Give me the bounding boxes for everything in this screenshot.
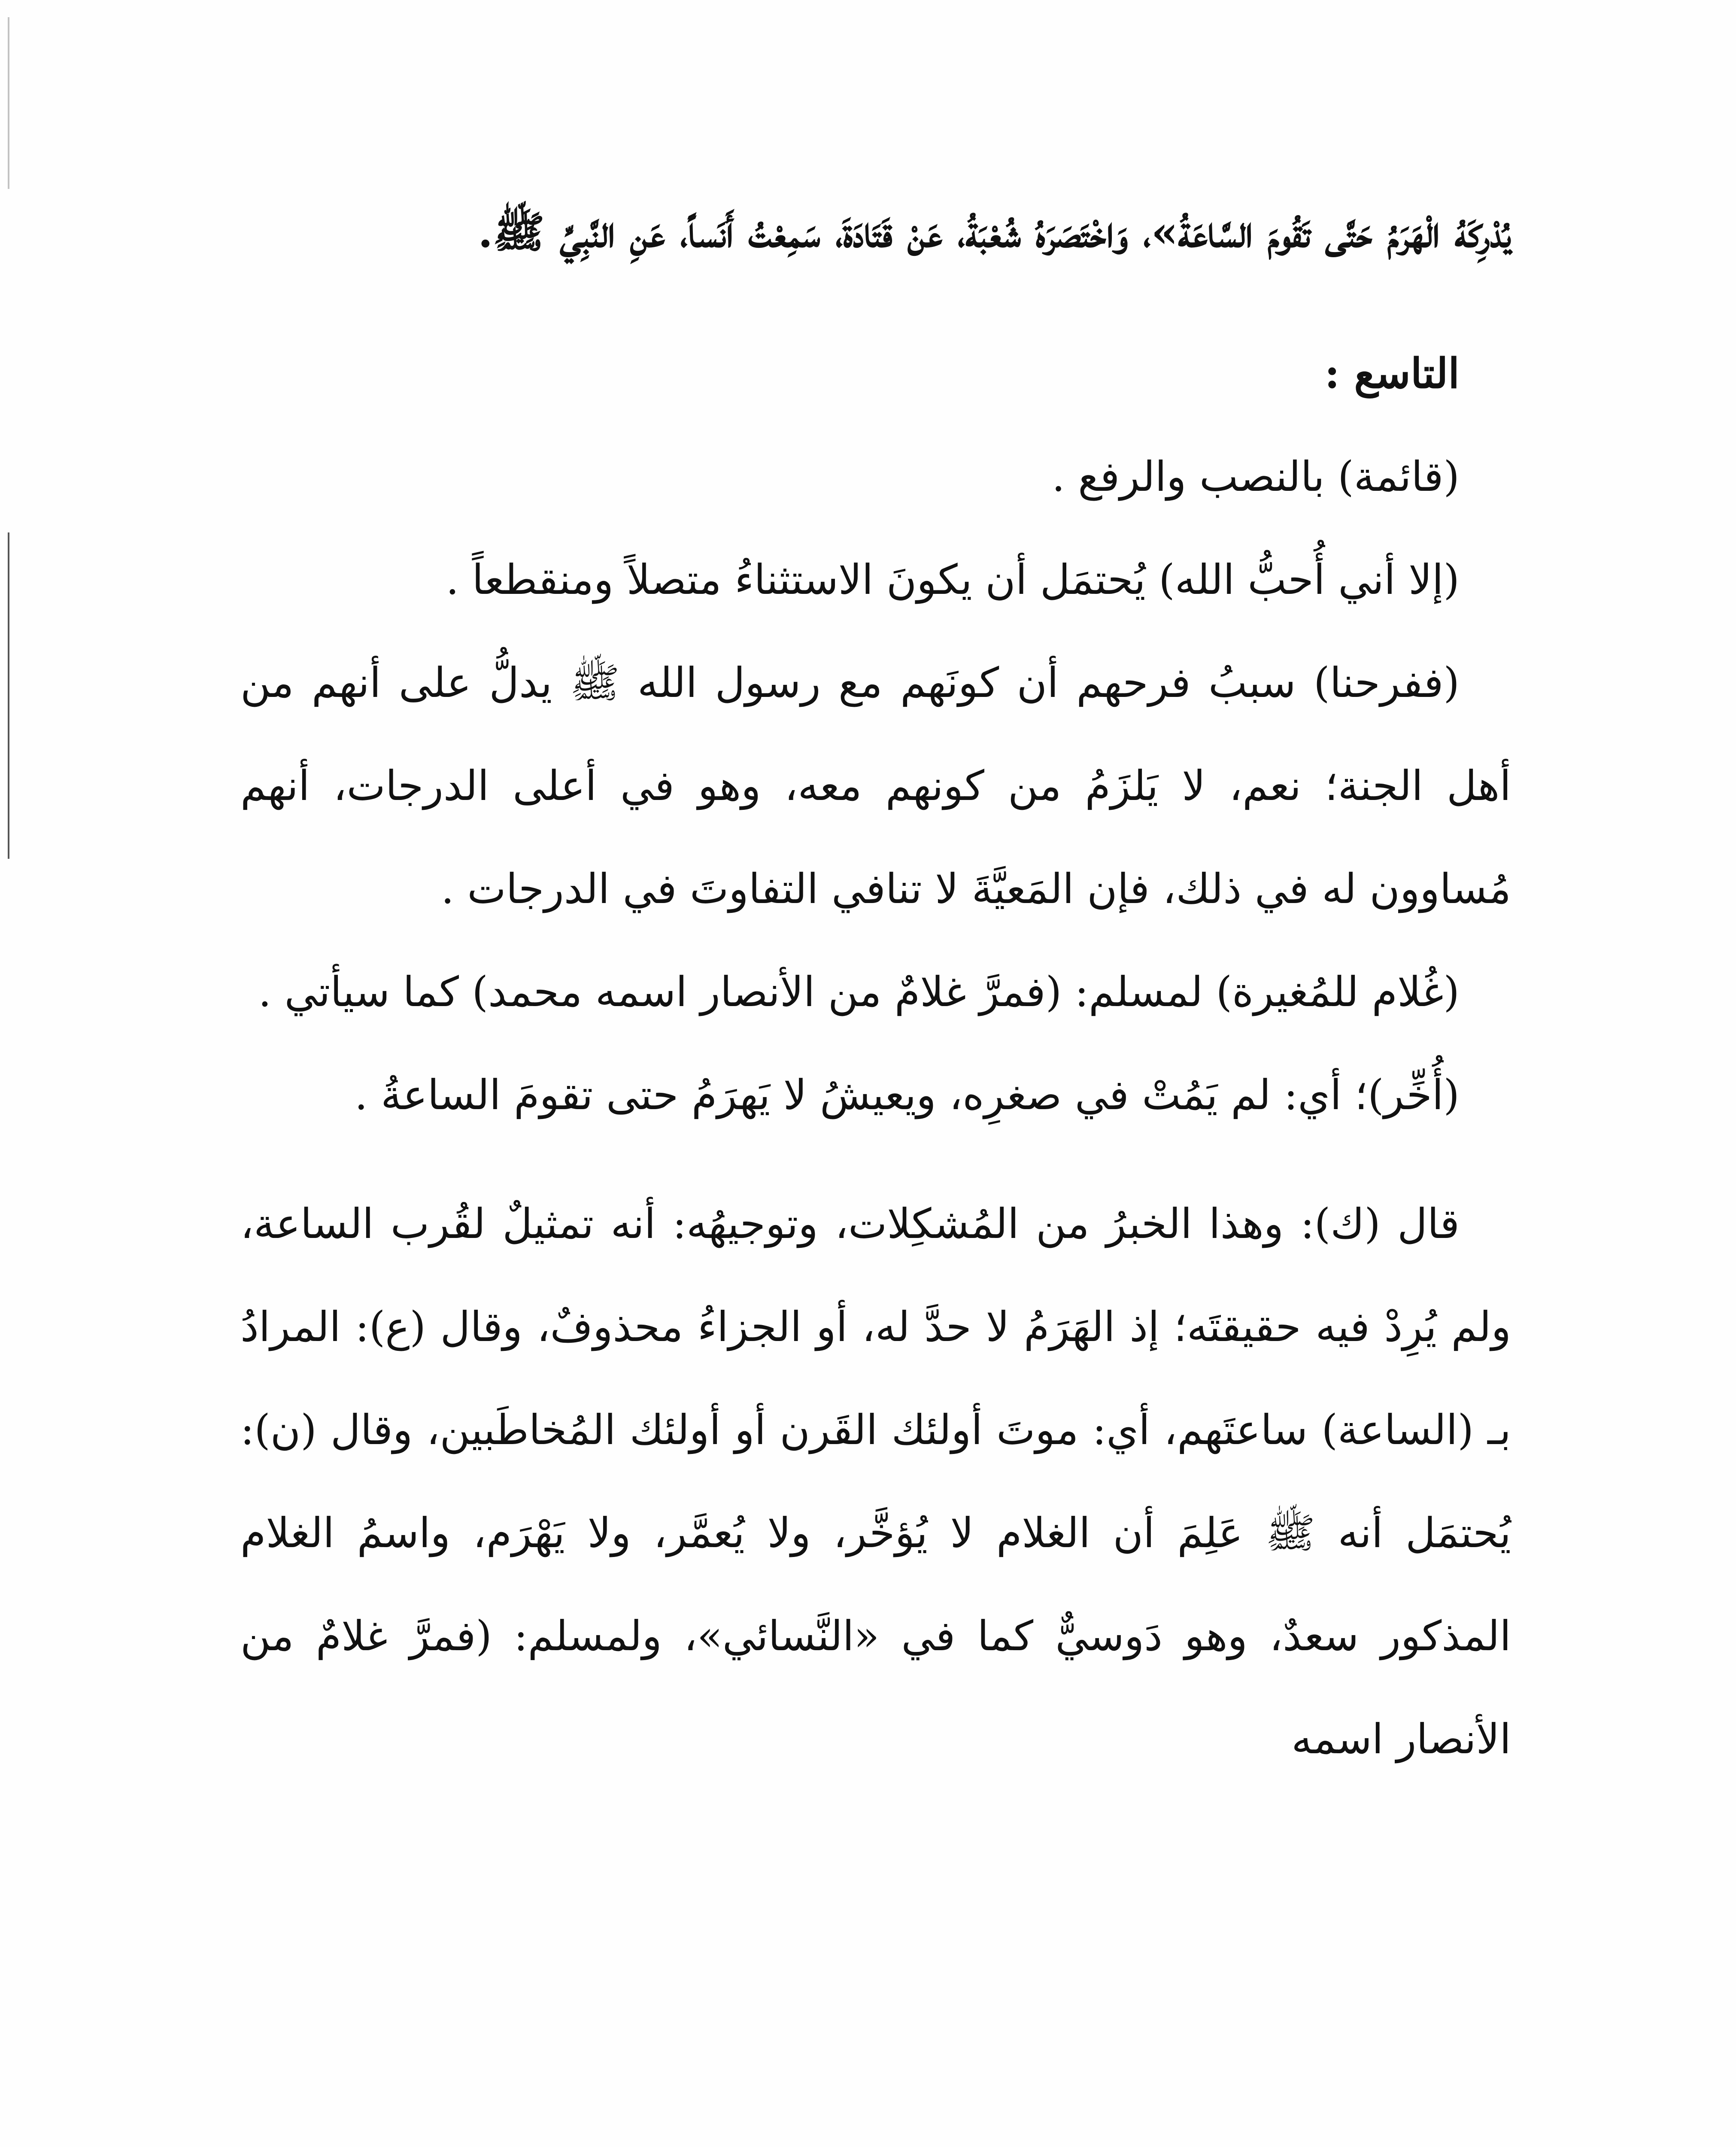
commentary-paragraph: (غُلام للمُغيرة) لمسلم: (فمرَّ غلامٌ من الأنصار اسمه محمد) كما سيأتي . xyxy=(258,968,1460,1016)
commentary-paragraph: قال (ك): وهذا الخبرُ من المُشكِلات، وتوجيهُه: أنه تمثيلٌ لقُرب الساعة، ولم يُرِدْ فيه حقيقتَه؛ إذ الهَرَمُ لا حدَّ له، أو الجزاءُ محذوفٌ، وقال (ع): المرادُ بـ (الساعة) ساعتَهم، أي: موتَ أولئك القَرن أو أولئك المُخاطَبين، وقال (ن): يُحتمَل أنه ﷺ عَلِمَ أن الغلام لا يُؤخَّر، ولا يُعمَّر، ولا يَهْرَم، واسمُ الغلام المذكور سعدٌ، وهو دَوسيٌّ كما في «النَّسائي»، ولمسلم: (فمرَّ غلامٌ من الأنصار اسمه xyxy=(240,1200,1511,1763)
scan-edge-line xyxy=(8,532,9,859)
commentary-paragraph: (أُخِّر)؛ أي: لم يَمُتْ في صغرِه، ويعيشُ لا يَهرَمُ حتى تقومَ الساعةُ . xyxy=(355,1071,1460,1119)
spacer xyxy=(240,1146,1511,1172)
spacer xyxy=(240,283,1511,322)
page-body xyxy=(240,180,1511,1791)
scan-edge-line xyxy=(8,17,9,189)
hadith-continuation: يُدْرِكَهُ الْهَرَمُ حَتَّى تَقُومَ السَّاعَةُ»، وَاخْتَصَرَهُ شُعْبَةُ، عَنْ قَتَادَةَ، سَمِعْتُ أَنَساً، عَنِ النَّبِيِّ ﷺ. xyxy=(478,207,1511,257)
commentary-paragraph: (إلا أني أُحبُّ الله) يُحتمَل أن يكونَ الاستثناءُ متصلاً ومنقطعاً . xyxy=(446,556,1460,604)
commentary-paragraph: (ففرحنا) سببُ فرحهم أن كونَهم مع رسول الله ﷺ يدلُّ على أنهم من أهل الجنة؛ نعم، لا يَلزَمُ من كونهم معه، وهو في أعلى الدرجات، أنهم مُساوون له في ذلك، فإن المَعيَّةَ لا تنافي التفاوتَ في الدرجات . xyxy=(240,659,1511,913)
section-heading: التاسع : xyxy=(1324,349,1460,398)
commentary-paragraph: (قائمة) بالنصب والرفع . xyxy=(1052,453,1460,501)
